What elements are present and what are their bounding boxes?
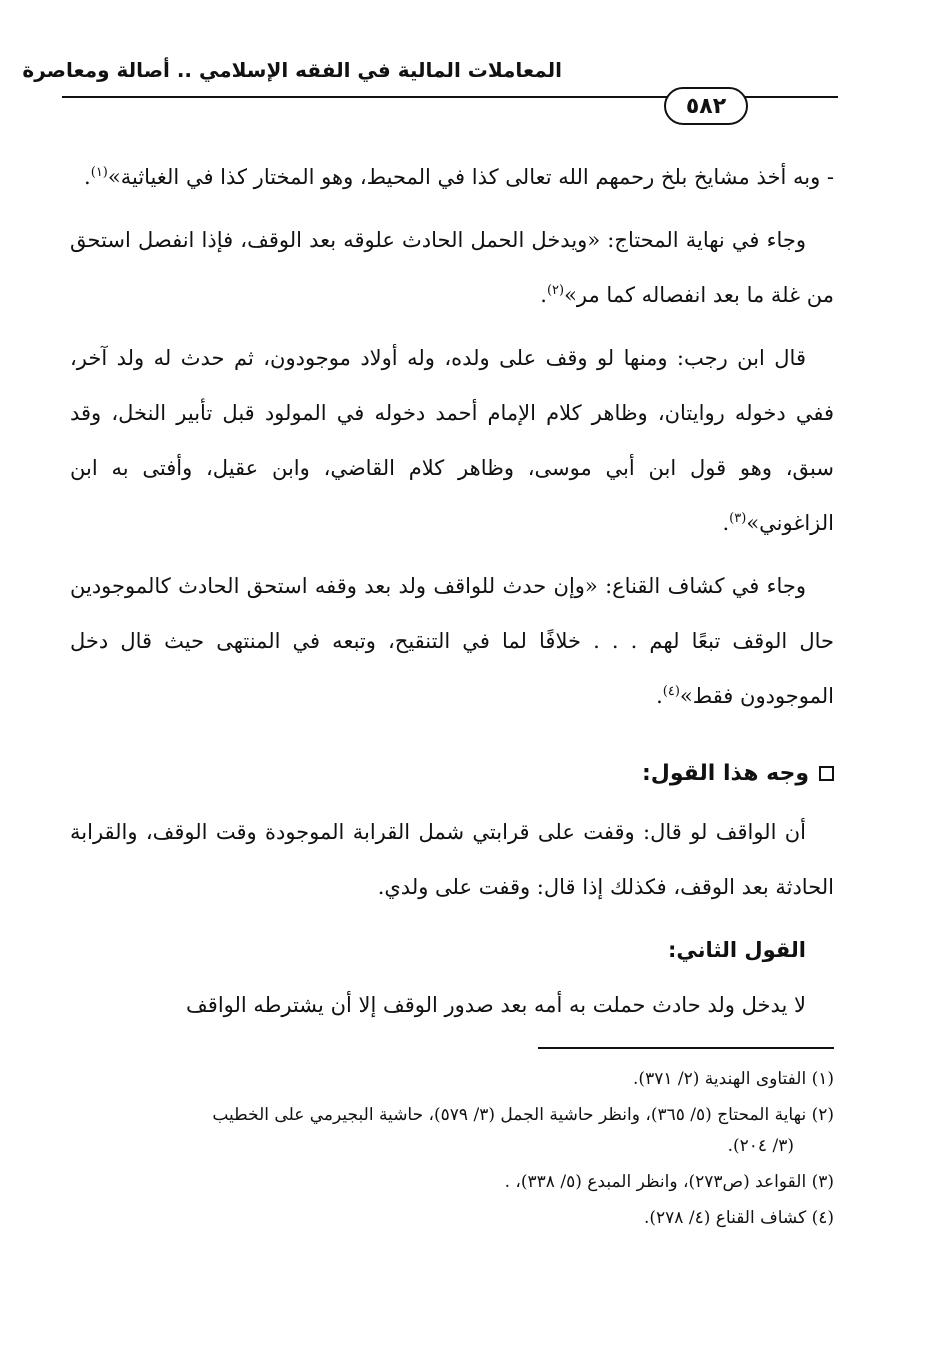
paragraph-6: لا يدخل ولد حادث حملت به أمه بعد صدور الوقف إلا أن يشترطه الواقف <box>186 993 806 1017</box>
footnote-ref-4[interactable]: (٤) <box>662 684 680 699</box>
footnote-4: (٤) كشاف القناع (٤/ ٢٧٨). <box>643 1208 834 1228</box>
footnote-2: (٢) نهاية المحتاج (٥/ ٣٦٥)، وانظر حاشية الجمل (٣/ ٥٧٩)، حاشية البجيرمي على الخطيب (٣/ ٢٠٤). <box>212 1105 834 1156</box>
paragraph-4: وجاء في كشاف القناع: «وإن حدث للواقف ولد بعد وقفه استحق الحادث كالموجودين حال الوقف تبعًا لهم . . . خلافًا لما في التنقيح، وتبعه في المنتهى حيث قال دخل الموجودون فقط»$^{(٤)}$. <box>70 574 834 708</box>
footnote-1: (١) الفتاوى الهندية (٢/ ٣٧١). <box>633 1069 834 1089</box>
paragraph-3: قال ابن رجب: ومنها لو وقف على ولده، وله أولاد موجودون، ثم حدث له ولد آخر، ففي دخوله روايتان، وظاهر كلام الإمام أحمد دخوله في المولود قبل تأبير النخل، وقد سبق، وهو قول ابن أبي موسى، وظاهر كلام القاضي، وابن عقيل، وأفتى به ابن الزاغوني»$^{(٣)}$. <box>70 346 834 535</box>
section-heading-text: وجه هذا القول: <box>641 761 809 786</box>
paragraph-1: - وبه أخذ مشايخ بلخ رحمهم الله تعالى كذا في المحيط، وهو المختار كذا في الغياثية»$^{(١)}$. <box>84 165 834 189</box>
running-title: المعاملات المالية في الفقه الإسلامي .. أصالة ومعاصرة <box>22 58 562 82</box>
main-text <box>70 150 834 1041</box>
footnote-rule <box>538 1047 834 1049</box>
footnote-3: (٣) القواعد (ص٢٧٣)، وانظر المبدع (٥/ ٣٣٨)، . <box>504 1172 834 1192</box>
subsection-heading: القول الثاني: <box>668 938 806 962</box>
footnotes <box>70 1064 834 1239</box>
section-heading <box>70 746 834 801</box>
footnote-ref-1[interactable]: (١) <box>90 165 108 180</box>
footnote-ref-3[interactable]: (٣) <box>729 511 747 526</box>
paragraph-2: وجاء في نهاية المحتاج: «ويدخل الحمل الحادث علوقه بعد الوقف، فإذا انفصل استحق من غلة ما بعد انفصاله كما مر»$^{(٢)}$. <box>70 228 834 307</box>
square-bullet-icon <box>819 766 834 781</box>
page-number: ٥٨٢ <box>664 87 748 125</box>
paragraph-5: أن الواقف لو قال: وقفت على قرابتي شمل القرابة الموجودة وقت الوقف، والقرابة الحادثة بعد الوقف، فكذلك إذا قال: وقفت على ولدي. <box>70 820 834 899</box>
footnote-ref-2[interactable]: (٢) <box>546 283 565 298</box>
